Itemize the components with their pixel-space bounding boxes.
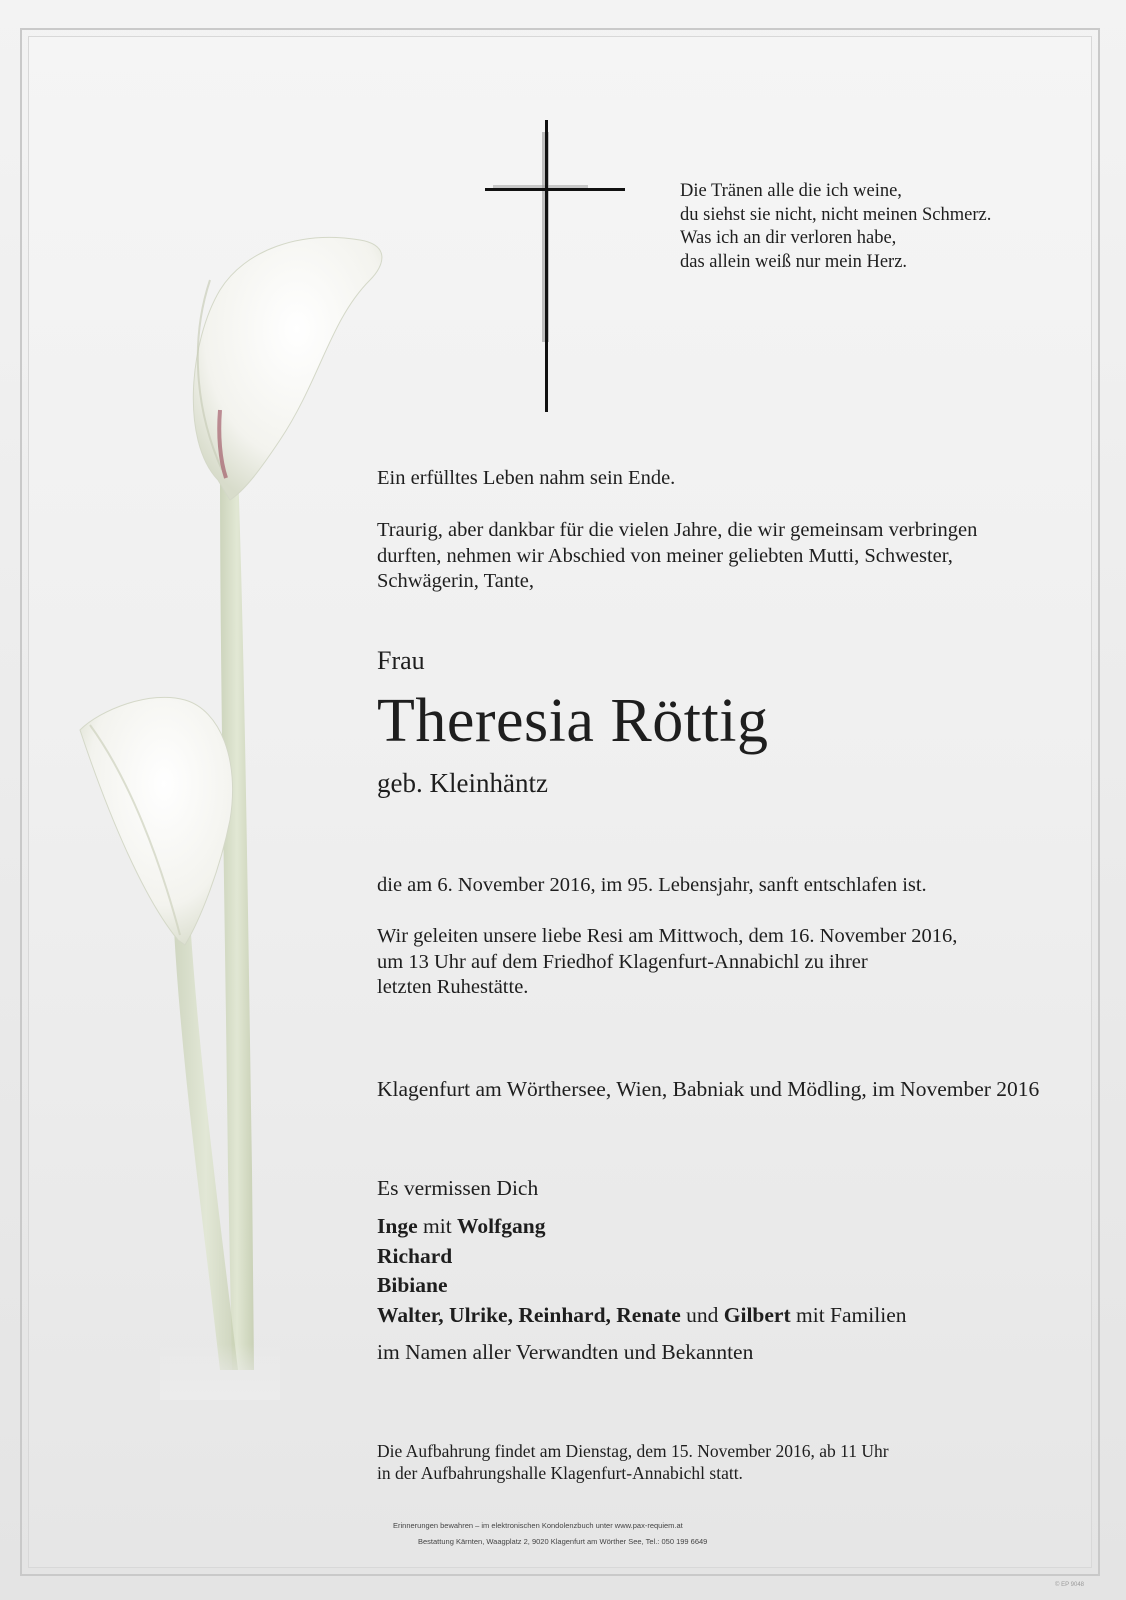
- poem-line: Was ich an dir verloren habe,: [680, 228, 897, 248]
- short-lily-flower: [80, 697, 233, 945]
- death-info: die am 6. November 2016, im 95. Lebensjahr, sanft entschlafen ist.: [377, 874, 927, 896]
- poem-line: Die Tränen alle die ich weine,: [680, 181, 902, 201]
- funeral-line: um 13 Uhr auf dem Friedhof Klagenfurt-Annabichl zu ihrer: [377, 950, 868, 973]
- mourner-line: [377, 1242, 907, 1272]
- birth-name: geb. Kleinhäntz: [377, 768, 548, 798]
- poem-line: du siehst sie nicht, nicht meinen Schmerz.: [680, 204, 992, 225]
- cross-icon: [485, 120, 635, 420]
- mourner-connector: mit Familien: [790, 1302, 907, 1327]
- funeral-paragraph: [377, 924, 957, 1001]
- footer-funeral-home: Bestattung Kärnten, Waagplatz 2, 9020 Klagenfurt am Wörther See, Tel.: 050 199 6649: [418, 1537, 708, 1546]
- mourner-line: [377, 1271, 907, 1301]
- viewing-line: Die Aufbahrung findet am Dienstag, dem 15. November 2016, ab 11 Uhr: [377, 1441, 889, 1461]
- mourner-name: Wolfgang: [457, 1214, 546, 1238]
- mourner-name: Bibiane: [377, 1273, 448, 1297]
- mourner-line: [377, 1301, 907, 1331]
- place-date: Klagenfurt am Wörthersee, Wien, Babniak und Mödling, im November 2016: [377, 1077, 1040, 1101]
- poem-line: das allein weiß nur mein Herz.: [680, 251, 908, 272]
- viewing-line: in der Aufbahrungshalle Klagenfurt-Annabichl statt.: [377, 1463, 743, 1483]
- footer-condolence-link: Erinnerungen bewahren – im elektronischen Kondolenzbuch unter www.pax-requiem.at: [393, 1521, 683, 1530]
- funeral-line: Wir geleiten unsere liebe Resi am Mittwoch, dem 16. November 2016,: [377, 925, 958, 947]
- relatives-line: im Namen aller Verwandten und Bekannten: [377, 1340, 754, 1364]
- salutation: Frau: [377, 646, 425, 675]
- print-code: © EP 9048: [1055, 1582, 1084, 1588]
- thanks-line: Schwägerin, Tante,: [377, 570, 535, 592]
- mourners-list: [377, 1212, 907, 1330]
- funeral-line: letzten Ruhestätte.: [377, 976, 529, 998]
- deceased-name: Theresia Röttig: [377, 687, 769, 755]
- poem: [680, 180, 991, 274]
- thanks-paragraph: [377, 518, 977, 595]
- thanks-line: Traurig, aber dankbar für die vielen Jahre, die wir gemeinsam verbringen: [377, 519, 978, 541]
- intro-sentence: Ein erfülltes Leben nahm sein Ende.: [377, 467, 676, 489]
- mourner-connector: und: [680, 1302, 724, 1327]
- mourner-name: Inge: [377, 1214, 418, 1238]
- viewing-paragraph: [377, 1440, 889, 1484]
- mourner-name: Gilbert: [723, 1302, 791, 1327]
- thanks-line: durften, nehmen wir Abschied von meiner geliebten Mutti, Schwester,: [377, 544, 953, 567]
- mourner-line: [377, 1212, 907, 1242]
- mourners-heading: Es vermissen Dich: [377, 1176, 539, 1200]
- mourner-connector: mit: [417, 1214, 458, 1238]
- mourner-name: Richard: [377, 1243, 453, 1268]
- calla-lily-illustration: [70, 220, 410, 1420]
- mourner-name: Walter, Ulrike, Reinhard, Renate: [377, 1302, 681, 1327]
